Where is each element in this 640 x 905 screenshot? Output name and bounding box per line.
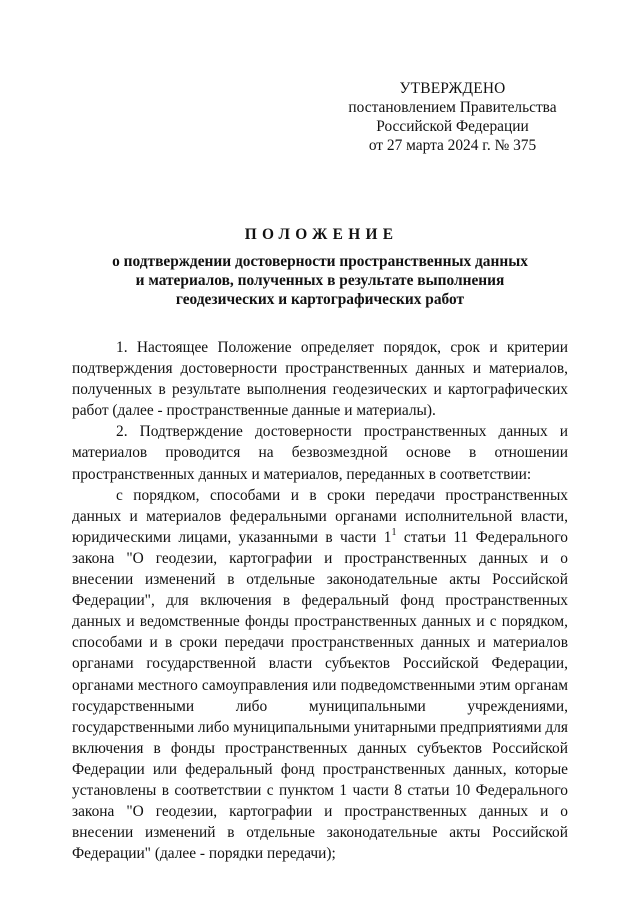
- approval-heading: УТВЕРЖДЕНО: [399, 80, 506, 97]
- document-subtitle: [72, 252, 568, 309]
- approval-line-3: от 27 марта 2024 г. № 375: [368, 137, 537, 154]
- paragraph-3: [72, 485, 568, 865]
- superscript-mark: 1: [391, 526, 397, 538]
- paragraph-3-text-b: статьи 11 Федерального закона "О геодезии, картографии и пространственных данных и о внесении изменений в отдельные законодательные акты Российской Федерации", для включения в федеральный фонд пространственных данных и ведомственные фонды пространственных данных и с порядком, способами и в сроки передачи пространственных данных и материалов органами государственной власти субъектов Российской Федерации, органами местного самоуправления или подведомственными этим органам государственными либо муниципальными учреждениями, государственными либо муниципальными унитарными предприятиями для включения в фонды пространственных данных субъектов Российской Федерации или федеральный фонд пространственных данных, которые установлены в соответствии с пунктом 1 части 8 статьи 10 Федерального закона "О геодезии, картографии и пространственных данных и о внесении изменений в отдельные законодательные акты Российской Федерации" (далее - порядки передачи);: [72, 528, 568, 863]
- document-body: [72, 337, 568, 864]
- paragraph-2: 2. Подтверждение достоверности пространственных данных и материалов проводится на безвозмездной основе в отношении пространственных данных и материалов, переданных в соответствии:: [72, 423, 568, 483]
- approval-line-2: Российской Федерации: [376, 118, 529, 135]
- subtitle-line-3: геодезических и картографических работ: [175, 291, 465, 308]
- document-title-block: [72, 224, 568, 309]
- subtitle-line-2: и материалов, полученных в результате выполнения: [135, 272, 505, 289]
- paragraph-1: 1. Настоящее Положение определяет порядок, срок и критерии подтверждения достоверности пространственных данных и материалов, полученных в результате выполнения геодезических и картографических работ (далее - пространственные данные и материалы).: [72, 339, 568, 420]
- subtitle-line-1: о подтверждении достоверности пространственных данных: [112, 253, 528, 270]
- document-title: ПОЛОЖЕНИЕ: [244, 226, 399, 243]
- paragraph-3-text-a: с порядком, способами и в сроки передачи пространственных данных и материалов федеральными органами исполнительной власти, юридическими лицами, указанными в части 1: [72, 486, 568, 546]
- approval-stamp: [340, 79, 565, 155]
- approval-line-1: постановлением Правительства: [348, 99, 557, 116]
